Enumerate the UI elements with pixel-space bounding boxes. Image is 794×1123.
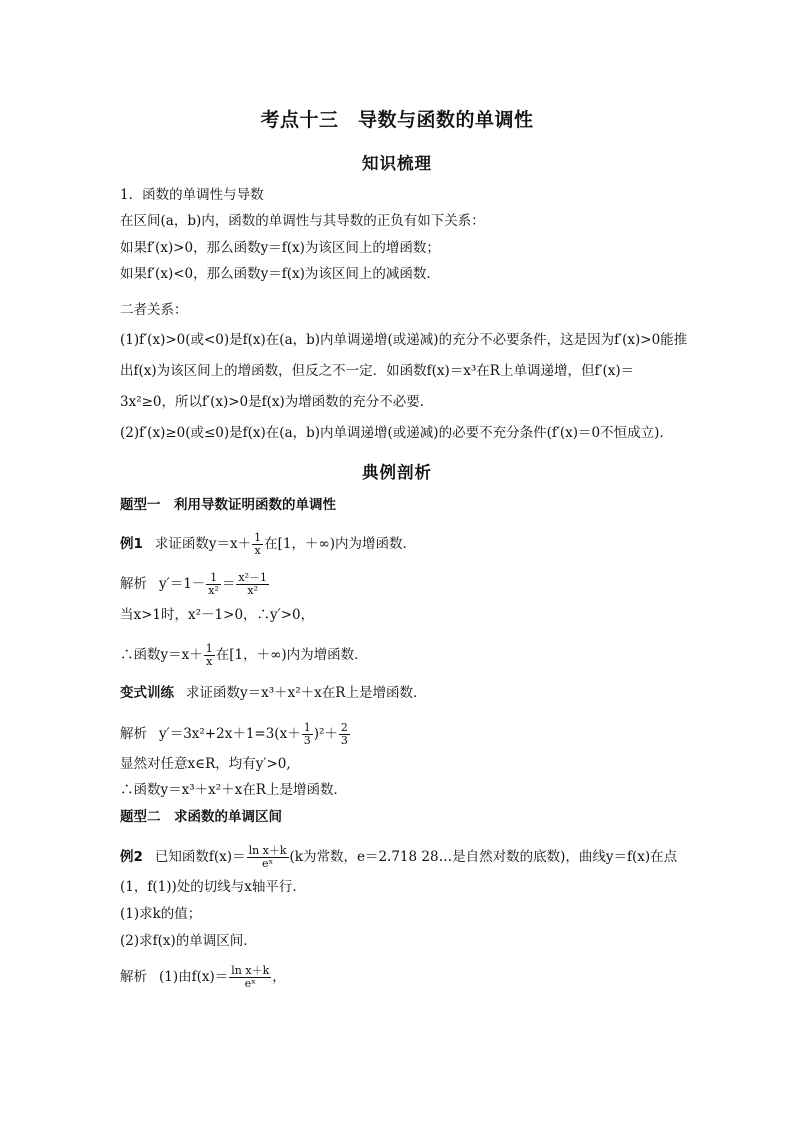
example-2-question-1: (1)求k的值； — [120, 906, 202, 922]
fraction: $\frac{1}{x}$ — [254, 531, 262, 557]
section-heading-knowledge: 知识梳理 — [362, 154, 432, 173]
solution-label: 解析 — [120, 726, 147, 742]
example-1: 例1 求证函数y＝x＋ $\frac{1}{x}$ 在[1，＋∞)内为增函数． — [120, 531, 417, 557]
example-1-label: 例1 — [120, 536, 143, 552]
solution-2-line-2: 显然对任意x∈R，均有y′>0, — [120, 756, 291, 772]
example-2-question-2: (2)求f(x)的单调区间． — [120, 933, 257, 949]
page-title: 考点十三 导数与函数的单调性 — [260, 109, 534, 131]
text-increasing: 如果f′(x)>0，那么函数y＝f(x)为该区间上的增函数； — [120, 240, 440, 256]
relation-1-line-2: 出f(x)为该区间上的增函数，但反之不一定．如函数f(x)＝x³在R上单调递增，但f′(x)＝ — [120, 363, 635, 379]
relation-1-line-3: 3x²≥0，所以f′(x)>0是f(x)为增函数的充分不必要. — [120, 394, 425, 410]
relation-2: (2)f′(x)≥0(或≤0)是f(x)在(a，b)内单调递增(或递减)的必要不充分条件(f′(x)＝0不恒成立)． — [120, 425, 673, 441]
solution-3: 解析 (1)由f(x)＝ $\frac{\text{ln x＋k}}{\text{eˣ}}$ ， — [120, 964, 286, 990]
example-2: 例2 已知函数f(x)＝ $\frac{\text{ln x＋k}}{\text{eˣ}}$ (k为常数，e＝2.718 28…是自然对数的底数)，曲线y＝f(x)在点 — [120, 844, 678, 870]
solution-label: 解析 — [120, 576, 147, 592]
solution-1-line-2: 当x>1时，x²－1>0，∴y′>0， — [120, 607, 315, 623]
fraction: $\frac{\text{x²－1}}{\text{x²}}$ — [238, 571, 268, 597]
fraction: $\frac{\text{ln x＋k}}{\text{eˣ}}$ — [248, 844, 287, 870]
fraction: $\frac{\text{ln x＋k}}{\text{eˣ}}$ — [231, 964, 270, 990]
solution-label: 解析 — [120, 969, 147, 985]
relation-heading: 二者关系： — [120, 302, 188, 318]
solution-1-line-3: ∴函数y＝x＋ $\frac{1}{x}$ 在[1，＋∞)内为增函数． — [120, 642, 368, 668]
solution-1: 解析 y′＝1－ $\frac{1}{\text{x²}}$ ＝ $\frac{\text{x²－1}}{\text{x²}}$ — [120, 571, 268, 597]
type-2-heading: 题型二 求函数的单调区间 — [120, 809, 282, 825]
fraction: $\frac{1}{\text{x²}}$ — [208, 571, 219, 597]
relation-1-line-1: (1)f′(x)>0(或<0)是f(x)在(a，b)内单调递增(或递减)的充分不必要条件，这是因为f′(x)>0能推 — [120, 332, 688, 348]
fraction: $\frac{2}{3}$ — [340, 721, 348, 747]
text-decreasing: 如果f′(x)<0，那么函数y＝f(x)为该区间上的减函数． — [120, 266, 440, 282]
text-interval: 在区间(a，b)内，函数的单调性与其导数的正负有如下关系： — [120, 213, 485, 229]
type-1-heading: 题型一 利用导数证明函数的单调性 — [120, 497, 336, 513]
variant-training: 变式训练 求证函数y＝x³＋x²＋x在R上是增函数． — [120, 685, 427, 701]
example-2-line-2: (1，f(1))处的切线与x轴平行． — [120, 879, 306, 895]
section-heading-examples: 典例剖析 — [362, 463, 432, 482]
solution-2: 解析 y′＝3x²+2x＋1=3(x＋ $\frac{1}{3}$ )²＋ $\frac{2}{3}$ — [120, 721, 348, 747]
solution-2-line-3: ∴函数y＝x³＋x²＋x在R上是增函数． — [120, 782, 347, 798]
variant-label: 变式训练 — [120, 685, 174, 701]
item1-heading: 1．函数的单调性与导数 — [120, 187, 264, 203]
example-2-label: 例2 — [120, 849, 143, 865]
fraction: $\frac{1}{x}$ — [205, 642, 213, 668]
fraction: $\frac{1}{3}$ — [303, 721, 311, 747]
